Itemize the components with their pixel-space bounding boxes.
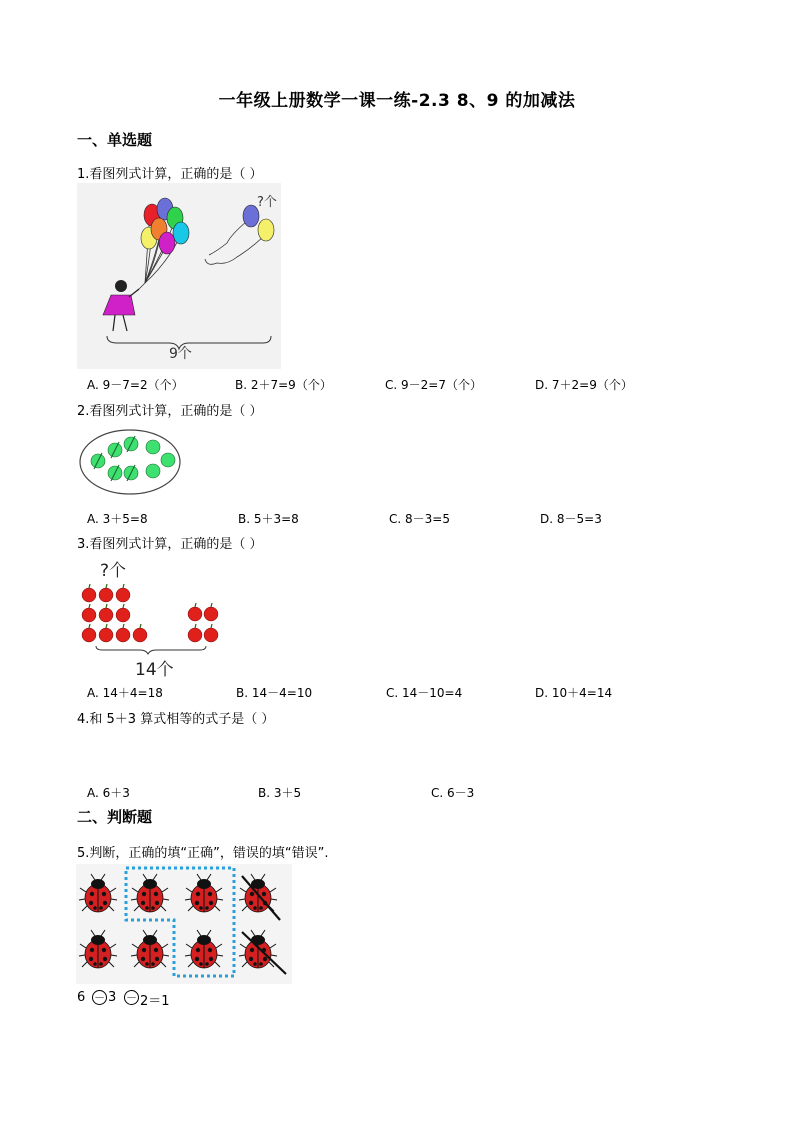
page-title: 一年级上册数学一课一练-2.3 8、9 的加减法 [218,91,576,111]
q4-option-a[interactable]: A. 6＋3 [87,786,130,800]
q2-option-c[interactable]: C. 8－3=5 [389,512,450,526]
q1-option-d[interactable]: D. 7＋2=9（个） [535,378,633,392]
q2-figure-circles [78,428,182,496]
q3-figure-unknown-label: ?个 [100,561,127,581]
q1-option-c[interactable]: C. 9－2=7（个） [385,378,482,392]
q1-figure-balloons [77,183,281,369]
q1-option-b[interactable]: B. 2＋7=9（个） [235,378,332,392]
q4-option-c[interactable]: C. 6－3 [431,786,475,800]
q2-option-a[interactable]: A. 3＋5=8 [87,512,148,526]
section-heading-single-choice: 一、单选题 [77,131,153,149]
q4-option-b[interactable]: B. 3＋5 [258,786,302,800]
q1-figure-unknown-label: ?个 [257,195,277,210]
q1-figure-total-label: 9个 [169,346,192,362]
q3-option-b[interactable]: B. 14－4=10 [236,686,313,700]
q3-option-d[interactable]: D. 10＋4=14 [535,686,613,700]
q2-option-d[interactable]: D. 8－5=3 [540,512,602,526]
question-6-result: 2＝1 [140,994,170,1009]
question-6-number-b: 3 [108,990,117,1005]
question-5-stem: 5.判断，正确的填“正确”，错误的填“错误”. [77,846,329,861]
q1-option-a[interactable]: A. 9－7=2（个） [87,378,184,392]
question-6-number-a: 6 [77,990,86,1005]
q6-operator-circle-1[interactable]: － [94,991,105,1004]
q5-figure-ladybugs [76,864,292,984]
q3-figure-total-label: 14个 [135,660,174,680]
section-heading-true-false: 二、判断题 [77,808,153,826]
question-1-stem: 1.看图列式计算，正确的是（ ） [77,167,263,182]
q2-option-b[interactable]: B. 5＋3=8 [238,512,299,526]
question-2-stem: 2.看图列式计算，正确的是（ ） [77,404,263,419]
q3-option-a[interactable]: A. 14＋4=18 [87,686,163,700]
q6-operator-circle-2[interactable]: － [126,991,137,1004]
q3-option-c[interactable]: C. 14－10=4 [386,686,463,700]
question-4-stem: 4.和 5＋3 算式相等的式子是（ ） [77,712,275,727]
q3-figure-apples [78,580,223,655]
question-3-stem: 3.看图列式计算，正确的是（ ） [77,537,263,552]
